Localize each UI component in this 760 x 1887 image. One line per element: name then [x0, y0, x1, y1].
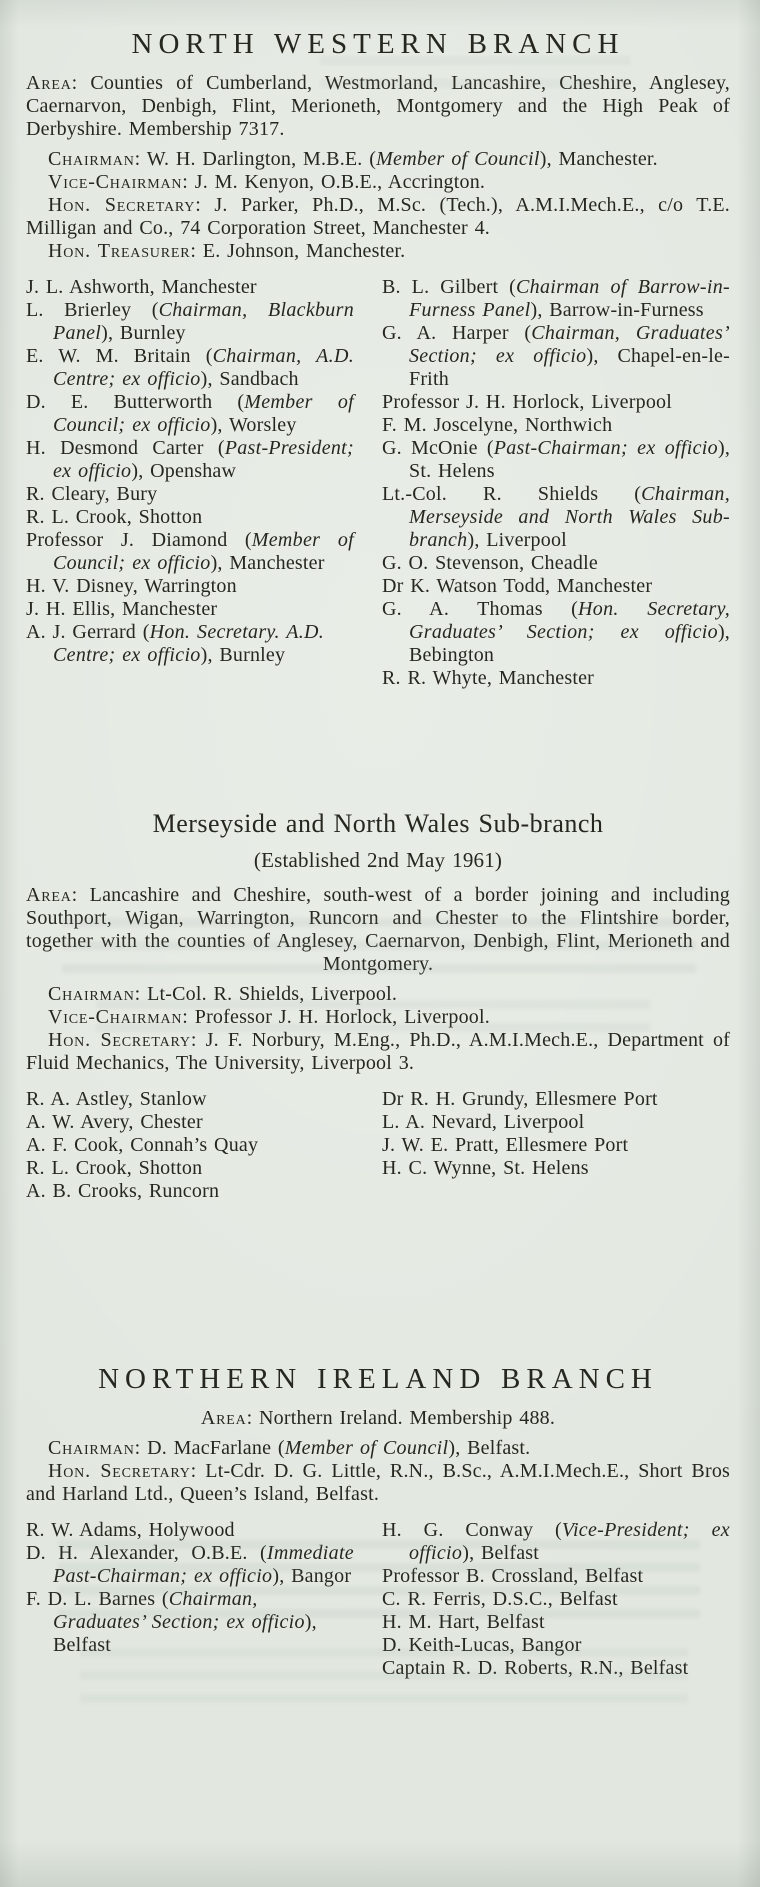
officer-title-label: Chairman: [48, 148, 135, 170]
member-entry-text: A. J. Gerrard (Hon. Secretary. A.D. Centre; ex officio), Burnley: [26, 621, 325, 666]
member-entry: [382, 1634, 730, 1657]
member-entry: [26, 299, 354, 345]
officer-title-label: Hon. Treasurer: [48, 240, 191, 262]
member-entry-text: G. A. Harper (Chairman, Graduates’ Section; ex officio), Chapel-en-le-Frith: [382, 322, 730, 390]
member-entry: [26, 437, 354, 483]
sub-branch-heading: Merseyside and North Wales Sub-branch: [152, 809, 604, 838]
member-entry-text: H. Desmond Carter (Past-President; ex officio), Openshaw: [26, 437, 354, 482]
member-entry-text: R. A. Astley, Stanlow: [26, 1088, 207, 1110]
member-entry: [26, 506, 354, 529]
member-entry: [26, 1111, 354, 1134]
member-entry-text: Lt.-Col. R. Shields (Chairman, Merseyside and North Wales Sub-branch), Liverpool: [382, 483, 730, 551]
member-entry: [26, 1157, 354, 1180]
officer-title-label: Vice-Chairman: [48, 1006, 183, 1028]
officer-line: [26, 148, 730, 171]
member-entry: [26, 276, 354, 299]
officer-line: [26, 1029, 730, 1075]
officer-title-label: Hon. Secretary: [48, 1460, 191, 1482]
member-entry-text: F. M. Joscelyne, Northwich: [382, 414, 613, 436]
officer-title-label: Hon. Secretary: [48, 1029, 191, 1051]
area-paragraph: [26, 884, 730, 976]
area-text: : Lancashire and Cheshire, south-west of a border joining and including Southport, Wigan, Warrington, Runcorn and Chester to the Flintshire border, together with the counties of Anglesey, Caernarvon, Denbigh, Flint, Merioneth and Montgomery.: [26, 884, 730, 975]
member-entry: [26, 598, 354, 621]
member-entry-text: C. R. Ferris, D.S.C., Belfast: [382, 1588, 618, 1610]
member-entry: [382, 1588, 730, 1611]
officer-line: [26, 194, 730, 240]
officer-detail-text: : Lt-Cdr. D. G. Little, R.N., B.Sc., A.M.I.Mech.E., Short Bros and Harland Ltd., Queen’s Island, Belfast.: [26, 1460, 731, 1505]
member-entry-text: E. W. M. Britain (Chairman, A.D. Centre; ex officio), Sandbach: [26, 345, 354, 390]
branch-heading: NORTHERN IRELAND BRANCH: [98, 1363, 658, 1395]
member-entry: [382, 1088, 730, 1111]
officers-list: [26, 983, 730, 1075]
member-entry: [382, 1565, 730, 1588]
member-entry-text: H. V. Disney, Warrington: [26, 575, 237, 597]
member-entry-text: B. L. Gilbert (Chairman of Barrow-in-Furness Panel), Barrow-in-Furness: [382, 276, 730, 321]
member-entry: [26, 345, 354, 391]
member-column-left: [26, 276, 354, 690]
member-entry-text: Captain R. D. Roberts, R.N., Belfast: [382, 1657, 689, 1679]
section-merseyside-sub-branch: [26, 808, 730, 1203]
established-date: (Established 2nd May 1961): [253, 848, 503, 872]
member-entry: [382, 1111, 730, 1134]
member-entry-text: G. A. Thomas (Hon. Secretary, Graduates’ Section; ex officio), Bebington: [382, 598, 730, 666]
area-paragraph: [26, 1407, 730, 1430]
member-entry-text: D. Keith-Lucas, Bangor: [382, 1634, 582, 1656]
member-entry-text: L. A. Nevard, Liverpool: [382, 1111, 585, 1133]
member-column-left: [26, 1519, 354, 1680]
member-entry-text: H. C. Wynne, St. Helens: [382, 1157, 589, 1179]
officer-line: [26, 1437, 730, 1460]
member-entry: [382, 1134, 730, 1157]
member-entry: [382, 1157, 730, 1180]
member-entry: [382, 667, 730, 690]
member-columns: [26, 276, 730, 690]
member-entry-text: R. W. Adams, Holywood: [26, 1519, 235, 1541]
area-label: Area: [26, 884, 72, 906]
member-entry-text: H. G. Conway (Vice-President; ex officio), Belfast: [382, 1519, 730, 1564]
member-entry-text: R. R. Whyte, Manchester: [382, 667, 595, 689]
member-entry: [382, 598, 730, 667]
officer-line: [26, 1460, 730, 1506]
member-entry-text: J. W. E. Pratt, Ellesmere Port: [382, 1134, 629, 1156]
officer-title-label: Chairman: [48, 1437, 135, 1459]
member-column-right: [382, 1088, 730, 1203]
branch-heading: NORTH WESTERN BRANCH: [131, 28, 625, 60]
member-entry: [26, 391, 354, 437]
member-entry-text: R. Cleary, Bury: [26, 483, 158, 505]
member-entry: [382, 276, 730, 322]
member-entry-text: Dr K. Watson Todd, Manchester: [382, 575, 653, 597]
member-entry-text: D. H. Alexander, O.B.E. (Immediate Past-Chairman; ex officio), Bangor: [26, 1542, 354, 1587]
area-label: Area: [26, 72, 72, 94]
member-entry: [26, 1134, 354, 1157]
member-entry: [26, 1180, 354, 1203]
officer-line: [26, 983, 730, 1006]
officer-detail-text: : J. Parker, Ph.D., M.Sc. (Tech.), A.M.I.Mech.E., c/o T.E. Milligan and Co., 74 Corporation Street, Manchester 4.: [26, 194, 731, 239]
officer-detail-text: : Lt-Col. R. Shields, Liverpool.: [134, 983, 398, 1005]
officer-line: [26, 171, 730, 194]
member-entry: [382, 483, 730, 552]
member-entry: [382, 552, 730, 575]
member-entry-text: A. W. Avery, Chester: [26, 1111, 203, 1133]
member-column-right: [382, 1519, 730, 1680]
officer-detail-text: : W. H. Darlington, M.B.E. (Member of Council), Manchester.: [134, 148, 658, 170]
officer-detail-text: : D. MacFarlane (Member of Council), Belfast.: [134, 1437, 531, 1459]
member-entry-text: A. B. Crooks, Runcorn: [26, 1180, 220, 1202]
area-paragraph: [26, 72, 730, 141]
member-entry-text: D. E. Butterworth (Member of Council; ex officio), Worsley: [26, 391, 354, 436]
member-entry-text: G. O. Stevenson, Cheadle: [382, 552, 598, 574]
member-columns: [26, 1088, 730, 1203]
member-entry-text: G. McOnie (Past-Chairman; ex officio), St. Helens: [382, 437, 731, 482]
member-entry: [382, 1611, 730, 1634]
member-entry: [26, 1588, 354, 1657]
area-text: : Counties of Cumberland, Westmorland, Lancashire, Cheshire, Anglesey, Caernarvon, Denbigh, Flint, Merioneth, Montgomery and the High Peak of Derbyshire. Membership 7317.: [26, 72, 730, 140]
officer-line: [26, 1006, 730, 1029]
member-column-left: [26, 1088, 354, 1203]
member-entry: [26, 575, 354, 598]
member-entry-text: F. D. L. Barnes (Chairman, Graduates’ Section; ex officio), Belfast: [26, 1588, 317, 1656]
member-entry-text: Professor J. H. Horlock, Liverpool: [382, 391, 672, 413]
area-text: : Northern Ireland. Membership 488.: [246, 1407, 556, 1429]
member-entry-text: R. L. Crook, Shotton: [26, 1157, 203, 1179]
member-entry: [382, 322, 730, 391]
member-entry: [26, 1088, 354, 1111]
member-entry: [382, 414, 730, 437]
member-entry-text: J. L. Ashworth, Manchester: [26, 276, 257, 298]
member-entry: [382, 575, 730, 598]
section-northern-ireland-branch: [26, 1361, 730, 1680]
member-columns: [26, 1519, 730, 1680]
member-entry-text: Professor J. Diamond (Member of Council; ex officio), Manchester: [26, 529, 354, 574]
officer-title-label: Vice-Chairman: [48, 171, 183, 193]
member-entry: [382, 1657, 730, 1680]
officer-detail-text: : J. M. Kenyon, O.B.E., Accrington.: [182, 171, 486, 193]
member-entry: [382, 391, 730, 414]
member-entry-text: Professor B. Crossland, Belfast: [382, 1565, 644, 1587]
member-entry-text: L. Brierley (Chairman, Blackburn Panel), Burnley: [26, 299, 354, 344]
section-north-western-branch: [26, 26, 730, 690]
member-entry: [26, 1542, 354, 1588]
member-entry-text: A. F. Cook, Connah’s Quay: [26, 1134, 259, 1156]
officer-detail-text: : E. Johnson, Manchester.: [190, 240, 406, 262]
member-entry-text: Dr R. H. Grundy, Ellesmere Port: [382, 1088, 658, 1110]
officers-list: [26, 1437, 730, 1506]
member-entry-text: J. H. Ellis, Manchester: [26, 598, 218, 620]
officer-title-label: Hon. Secretary: [48, 194, 196, 216]
member-entry: [26, 621, 354, 667]
member-entry: [26, 529, 354, 575]
member-entry: [382, 1519, 730, 1565]
member-entry: [26, 1519, 354, 1542]
member-column-right: [382, 276, 730, 690]
member-entry: [26, 483, 354, 506]
officer-title-label: Chairman: [48, 983, 135, 1005]
officers-list: [26, 148, 730, 263]
officer-line: [26, 240, 730, 263]
area-label: Area: [200, 1407, 247, 1429]
member-entry-text: H. M. Hart, Belfast: [382, 1611, 545, 1633]
officer-detail-text: : J. F. Norbury, M.Eng., Ph.D., A.M.I.Mech.E., Department of Fluid Mechanics, The University, Liverpool 3.: [26, 1029, 731, 1074]
member-entry-text: R. L. Crook, Shotton: [26, 506, 203, 528]
member-entry: [382, 437, 730, 483]
officer-detail-text: : Professor J. H. Horlock, Liverpool.: [182, 1006, 490, 1028]
